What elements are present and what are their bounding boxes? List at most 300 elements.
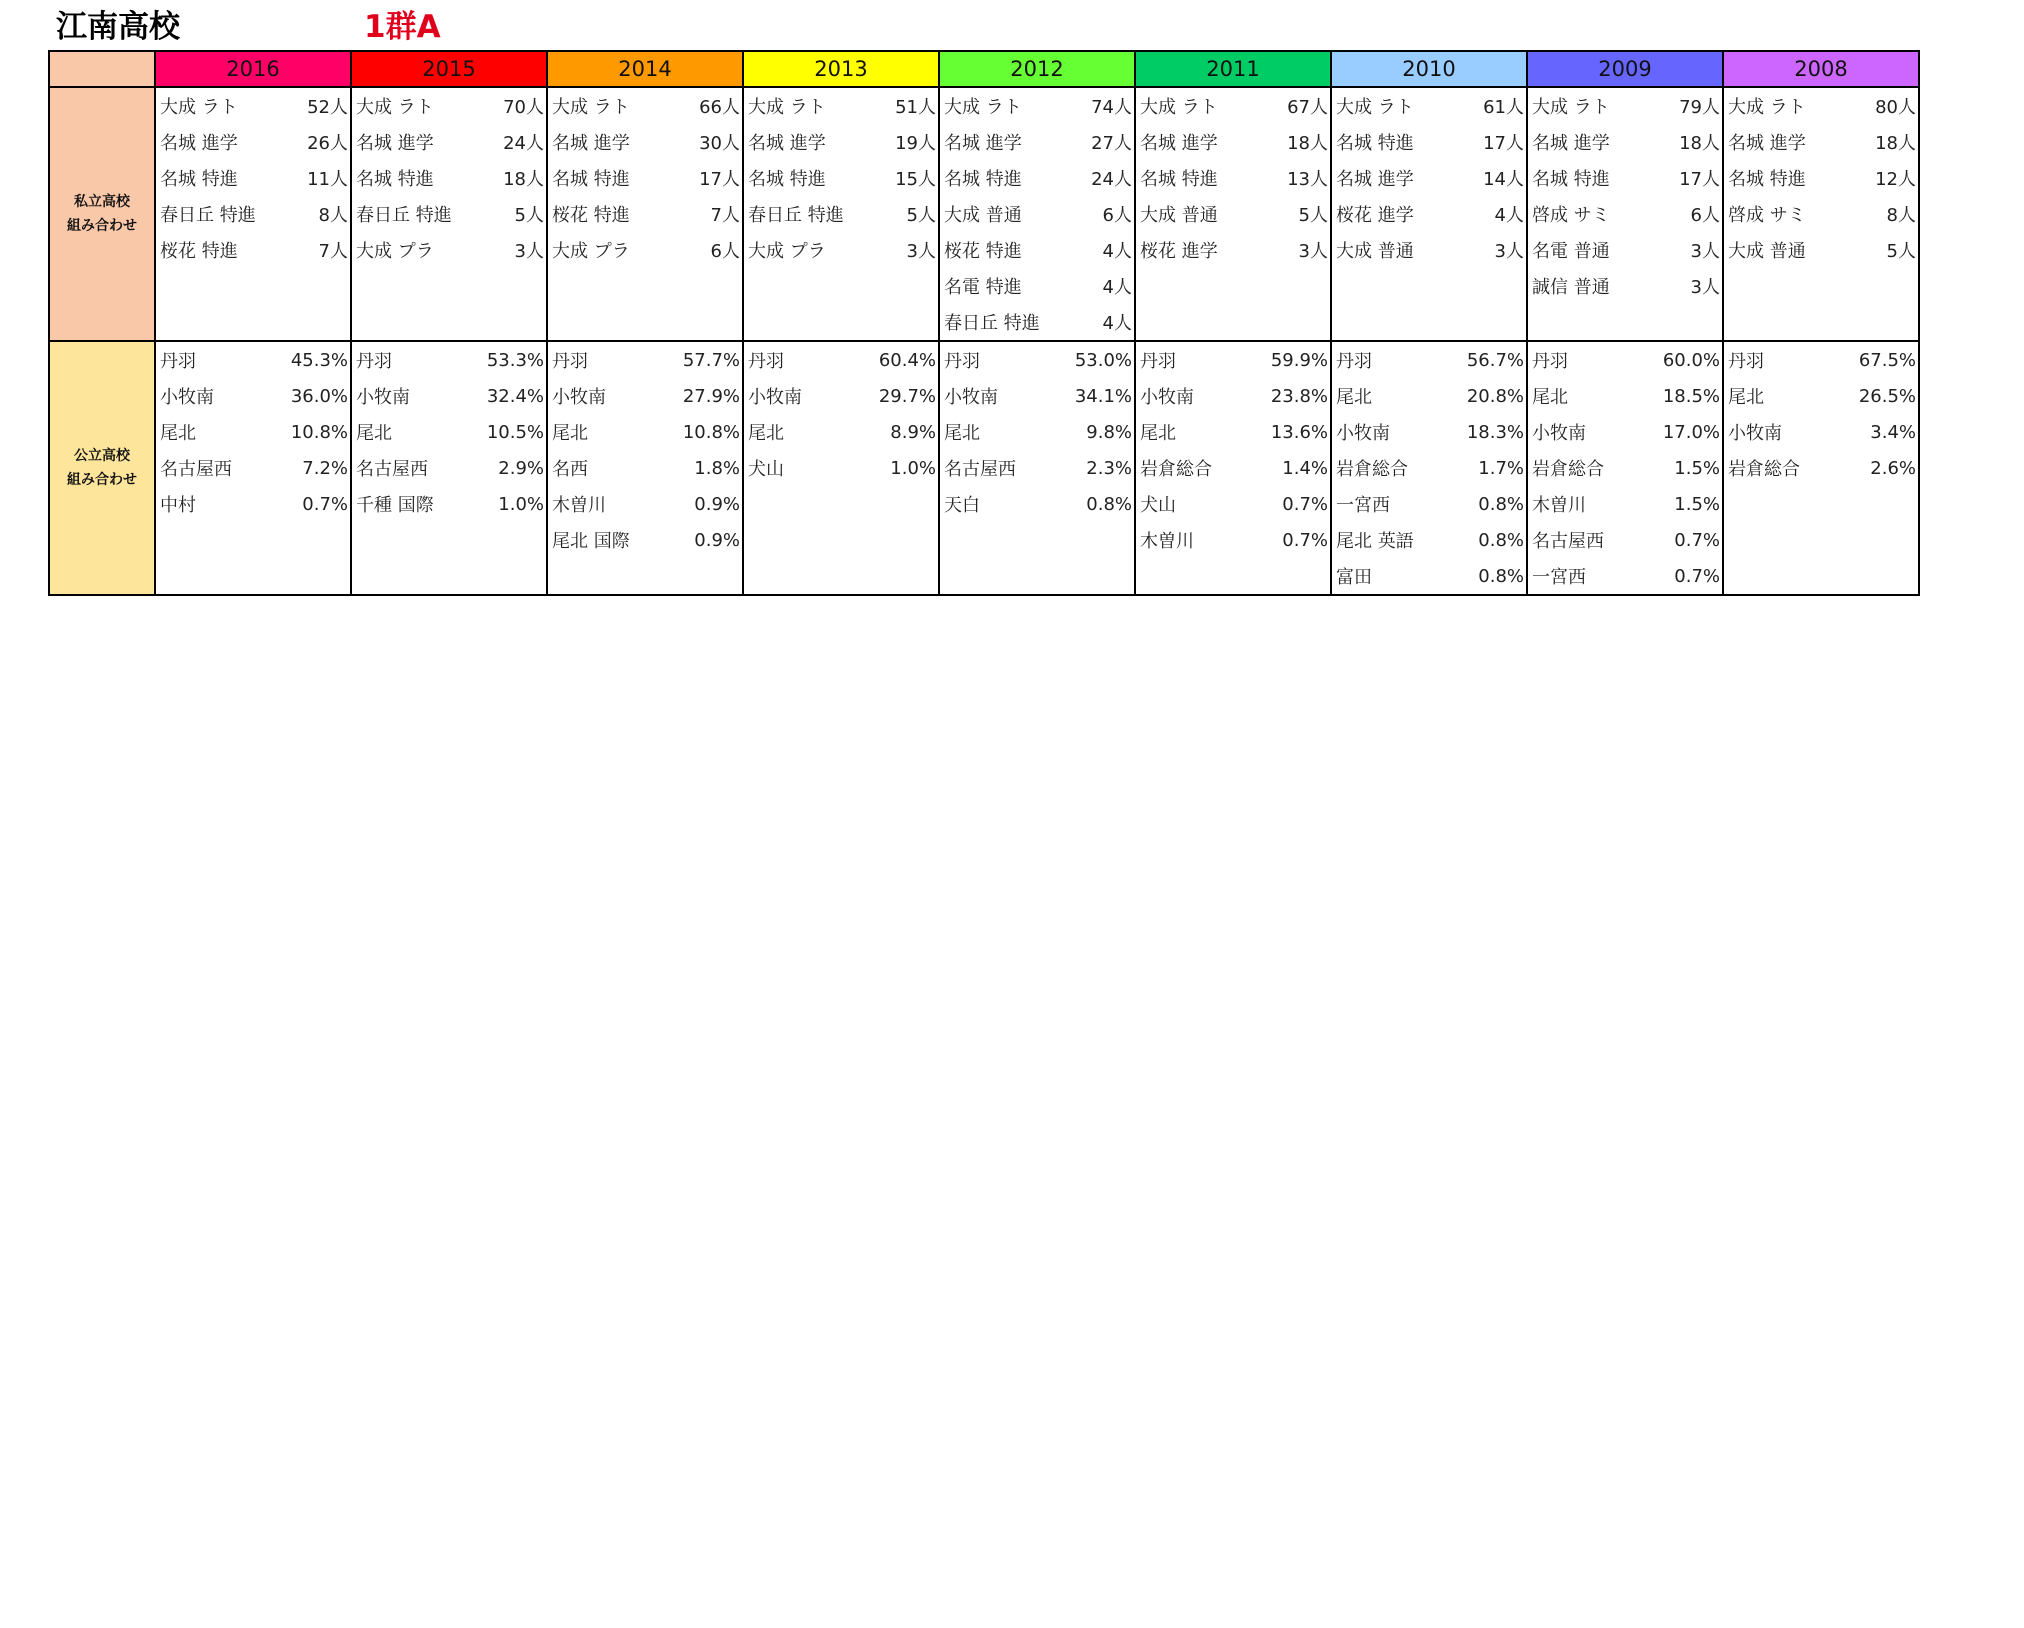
private-label-line2: 組み合わせ [67,218,137,234]
private-value: 5人 [1886,241,1916,262]
public-entry [1136,378,1330,414]
private-entry [744,160,938,196]
public-value: 9.8% [1086,421,1132,443]
year-header-2012: 2012 [939,51,1135,87]
public-school-name: 丹羽 [944,351,980,372]
public-entry [1332,450,1526,486]
public-school-name: 丹羽 [1336,351,1372,372]
private-school-name: 春日丘 特進 [160,205,256,226]
header-corner [49,51,155,87]
public-entry [1332,378,1526,414]
private-entry [352,232,546,268]
public-value: 20.8% [1466,385,1524,407]
private-school-name: 桜花 進学 [1336,205,1414,226]
private-school-name: 名城 進学 [1728,133,1806,154]
private-entry [940,160,1134,196]
private-school-name: 名城 進学 [944,133,1022,154]
private-school-name: 大成 プラ [552,241,630,262]
private-value: 11人 [307,169,348,190]
private-school-name: 名城 特進 [356,169,434,190]
public-entry [1528,558,1722,594]
private-value: 4人 [1102,313,1132,334]
public-value: 2.3% [1086,457,1132,479]
private-school-name: 大成 プラ [356,241,434,262]
public-school-name: 尾北 [552,423,588,444]
private-entry [744,196,938,232]
private-school-name: 名城 進学 [1140,133,1218,154]
private-school-name: 名城 特進 [1532,169,1610,190]
public-school-name: 名古屋西 [160,459,232,480]
private-entry [1724,232,1918,268]
public-school-name: 天白 [944,495,980,516]
public-value: 1.0% [498,493,544,515]
public-value: 13.6% [1270,421,1328,443]
public-entry [1528,378,1722,414]
private-cell-2008 [1723,87,1919,341]
private-entry [940,196,1134,232]
private-cell-2009 [1527,87,1723,341]
private-value: 5人 [906,205,936,226]
public-value: 45.3% [290,349,348,371]
private-value: 14人 [1483,169,1524,190]
public-entry [940,450,1134,486]
public-value: 57.7% [682,349,740,371]
private-school-name: 春日丘 特進 [356,205,452,226]
public-school-name: 丹羽 [1140,351,1176,372]
private-school-name: 名城 進学 [160,133,238,154]
public-row [49,341,1919,595]
public-entry [1528,450,1722,486]
public-school-name: 小牧南 [748,387,802,408]
public-entry [744,378,938,414]
private-school-name: 春日丘 特進 [944,313,1040,334]
private-school-name: 大成 ラト [1728,97,1806,118]
private-value: 67人 [1287,97,1328,118]
private-entry [352,124,546,160]
public-value: 18.5% [1662,385,1720,407]
year-header-2013: 2013 [743,51,939,87]
public-label-line2: 組み合わせ [67,472,137,488]
private-entry [940,124,1134,160]
public-value: 26.5% [1858,385,1916,407]
public-value: 53.3% [486,349,544,371]
public-school-name: 尾北 [1140,423,1176,444]
public-entry [352,414,546,450]
public-cell-2014 [547,341,743,595]
public-school-name: 丹羽 [1728,351,1764,372]
public-entry [156,378,350,414]
public-value: 7.2% [302,457,348,479]
private-entry [1528,232,1722,268]
private-entry [744,232,938,268]
private-value: 19人 [895,133,936,154]
private-row [49,87,1919,341]
private-entry [352,196,546,232]
private-school-name: 大成 ラト [1532,97,1610,118]
private-entry [940,304,1134,340]
public-cell-2016 [155,341,351,595]
public-entry [940,342,1134,378]
public-value: 27.9% [682,385,740,407]
private-value: 70人 [503,97,544,118]
year-header-2011: 2011 [1135,51,1331,87]
public-value: 1.8% [694,457,740,479]
public-school-name: 小牧南 [1532,423,1586,444]
school-name: 江南高校 [56,9,180,45]
private-school-name: 名城 特進 [1336,133,1414,154]
private-cell-2013 [743,87,939,341]
private-school-name: 啓成 サミ [1532,205,1610,226]
year-header-2015: 2015 [351,51,547,87]
private-school-name: 名城 特進 [748,169,826,190]
private-value: 6人 [1690,205,1720,226]
year-header-2010: 2010 [1331,51,1527,87]
public-value: 32.4% [486,385,544,407]
private-value: 12人 [1875,169,1916,190]
private-entry [1724,160,1918,196]
public-value: 0.7% [302,493,348,515]
public-entry [156,342,350,378]
public-school-name: 木曽川 [1532,495,1586,516]
public-value: 1.5% [1674,457,1720,479]
private-school-name: 名城 進学 [1336,169,1414,190]
public-entry [940,414,1134,450]
private-value: 6人 [710,241,740,262]
public-value: 0.7% [1674,529,1720,551]
year-header-row [49,51,1919,87]
public-school-name: 一宮西 [1532,567,1586,588]
public-value: 67.5% [1858,349,1916,371]
private-value: 17人 [699,169,740,190]
public-value: 2.6% [1870,457,1916,479]
year-header-2008: 2008 [1723,51,1919,87]
private-school-name: 桜花 特進 [944,241,1022,262]
public-entry [1724,450,1918,486]
public-cell-2010 [1331,341,1527,595]
year-header-2016: 2016 [155,51,351,87]
private-entry [940,268,1134,304]
private-school-name: 桜花 特進 [160,241,238,262]
group-label: 1群A [364,9,441,45]
public-school-name: 岩倉総合 [1728,459,1800,480]
private-entry [156,196,350,232]
private-entry [1528,124,1722,160]
public-entry [1332,342,1526,378]
public-entry [744,342,938,378]
public-school-name: 尾北 [1532,387,1568,408]
public-value: 0.7% [1674,565,1720,587]
year-header-2014: 2014 [547,51,743,87]
public-entry [1528,342,1722,378]
private-school-name: 名城 特進 [552,169,630,190]
public-value: 0.7% [1282,493,1328,515]
public-value: 1.0% [890,457,936,479]
private-cell-2016 [155,87,351,341]
private-value: 17人 [1483,133,1524,154]
public-cell-2008 [1723,341,1919,595]
public-entry [1332,522,1526,558]
private-entry [1332,232,1526,268]
public-value: 0.8% [1086,493,1132,515]
public-entry [744,414,938,450]
private-value: 30人 [699,133,740,154]
public-school-name: 尾北 英語 [1336,531,1414,552]
public-value: 23.8% [1270,385,1328,407]
private-entry [352,88,546,124]
public-entry [940,486,1134,522]
public-value: 1.7% [1478,457,1524,479]
private-value: 52人 [307,97,348,118]
public-school-name: 尾北 [748,423,784,444]
private-entry [156,232,350,268]
public-value: 0.9% [694,529,740,551]
private-value: 5人 [1298,205,1328,226]
private-entry [1332,124,1526,160]
private-value: 27人 [1091,133,1132,154]
public-cell-2013 [743,341,939,595]
private-school-name: 春日丘 特進 [748,205,844,226]
public-cell-2011 [1135,341,1331,595]
private-value: 3人 [514,241,544,262]
public-school-name: 小牧南 [1728,423,1782,444]
private-entry [1528,268,1722,304]
private-entry [1528,196,1722,232]
private-entry [744,88,938,124]
public-entry [156,450,350,486]
private-school-name: 大成 普通 [944,205,1022,226]
private-entry [156,88,350,124]
private-value: 24人 [503,133,544,154]
private-cell-2014 [547,87,743,341]
private-value: 79人 [1679,97,1720,118]
public-school-name: 木曽川 [1140,531,1194,552]
public-school-name: 木曽川 [552,495,606,516]
private-school-name: 大成 ラト [552,97,630,118]
public-entry [352,342,546,378]
public-entry [1136,486,1330,522]
private-cell-2010 [1331,87,1527,341]
private-entry [1724,88,1918,124]
public-value: 0.8% [1478,529,1524,551]
public-entry [1528,414,1722,450]
public-school-name: 丹羽 [160,351,196,372]
public-school-name: 名古屋西 [356,459,428,480]
private-value: 24人 [1091,169,1132,190]
public-entry [352,378,546,414]
private-school-name: 大成 ラト [1140,97,1218,118]
private-value: 61人 [1483,97,1524,118]
private-label-line1: 私立高校 [74,194,130,210]
public-entry [548,486,742,522]
public-value: 36.0% [290,385,348,407]
private-school-name: 名城 特進 [944,169,1022,190]
private-value: 3人 [906,241,936,262]
private-entry [1332,160,1526,196]
private-value: 18人 [1287,133,1328,154]
private-value: 8人 [1886,205,1916,226]
public-school-name: 岩倉総合 [1336,459,1408,480]
private-school-name: 大成 ラト [160,97,238,118]
private-school-name: 誠信 普通 [1532,277,1610,298]
public-school-name: 名古屋西 [944,459,1016,480]
private-value: 15人 [895,169,936,190]
public-school-name: 小牧南 [944,387,998,408]
public-school-name: 岩倉総合 [1532,459,1604,480]
private-entry [1528,160,1722,196]
private-value: 18人 [1679,133,1720,154]
public-school-name: 小牧南 [552,387,606,408]
private-entry [548,88,742,124]
private-cell-2011 [1135,87,1331,341]
public-school-name: 丹羽 [356,351,392,372]
private-cell-2015 [351,87,547,341]
private-school-name: 大成 普通 [1336,241,1414,262]
public-entry [1724,378,1918,414]
private-value: 51人 [895,97,936,118]
public-entry [1332,414,1526,450]
private-entry [548,160,742,196]
public-entry [352,450,546,486]
private-entry [1724,196,1918,232]
private-school-name: 啓成 サミ [1728,205,1806,226]
public-school-name: 小牧南 [1336,423,1390,444]
private-entry [1332,88,1526,124]
private-school-name: 名電 普通 [1532,241,1610,262]
private-value: 5人 [514,205,544,226]
private-school-name: 名電 特進 [944,277,1022,298]
private-value: 17人 [1679,169,1720,190]
private-entry [1136,232,1330,268]
private-entry [548,196,742,232]
public-cell-2015 [351,341,547,595]
public-school-name: 小牧南 [1140,387,1194,408]
public-school-name: 尾北 [1336,387,1372,408]
private-school-name: 名城 進学 [748,133,826,154]
public-school-name: 丹羽 [1532,351,1568,372]
public-school-name: 犬山 [1140,495,1176,516]
public-value: 1.4% [1282,457,1328,479]
private-value: 6人 [1102,205,1132,226]
public-school-name: 中村 [160,495,196,516]
private-school-name: 名城 特進 [160,169,238,190]
public-entry [548,522,742,558]
private-entry [1136,196,1330,232]
private-entry [940,232,1134,268]
private-value: 3人 [1690,277,1720,298]
title-row [56,6,1956,48]
private-value: 18人 [1875,133,1916,154]
public-school-name: 富田 [1336,567,1372,588]
public-school-name: 岩倉総合 [1140,459,1212,480]
private-entry [1724,124,1918,160]
private-value: 74人 [1091,97,1132,118]
public-value: 8.9% [890,421,936,443]
public-label-line1: 公立高校 [74,448,130,464]
private-value: 80人 [1875,97,1916,118]
private-value: 3人 [1690,241,1720,262]
public-school-name: 名古屋西 [1532,531,1604,552]
public-school-name: 一宮西 [1336,495,1390,516]
public-entry [156,414,350,450]
public-value: 56.7% [1466,349,1524,371]
private-value: 4人 [1494,205,1524,226]
public-cell-2009 [1527,341,1723,595]
private-value: 13人 [1287,169,1328,190]
private-entry [352,160,546,196]
private-school-name: 名城 特進 [1140,169,1218,190]
public-entry [548,342,742,378]
public-value: 1.5% [1674,493,1720,515]
private-entry [744,124,938,160]
public-entry [1332,558,1526,594]
public-value: 29.7% [878,385,936,407]
public-entry [1332,486,1526,522]
private-school-name: 桜花 特進 [552,205,630,226]
private-value: 8人 [318,205,348,226]
private-school-name: 名城 進学 [356,133,434,154]
public-value: 17.0% [1662,421,1720,443]
public-value: 2.9% [498,457,544,479]
admission-table [48,50,1920,596]
private-value: 26人 [307,133,348,154]
public-entry [1136,450,1330,486]
private-value: 7人 [318,241,348,262]
private-value: 3人 [1298,241,1328,262]
public-value: 18.3% [1466,421,1524,443]
public-school-name: 犬山 [748,459,784,480]
private-entry [1332,196,1526,232]
public-entry [156,486,350,522]
public-entry [548,450,742,486]
public-entry [548,378,742,414]
public-school-name: 尾北 [356,423,392,444]
private-school-name: 大成 ラト [356,97,434,118]
public-value: 0.9% [694,493,740,515]
public-value: 34.1% [1074,385,1132,407]
private-school-name: 名城 特進 [1728,169,1806,190]
public-entry [940,378,1134,414]
public-value: 0.8% [1478,565,1524,587]
public-school-name: 小牧南 [160,387,214,408]
public-value: 10.8% [682,421,740,443]
public-row-label [49,341,155,595]
private-value: 3人 [1494,241,1524,262]
private-school-name: 名城 進学 [1532,133,1610,154]
private-entry [156,124,350,160]
private-value: 4人 [1102,241,1132,262]
private-school-name: 大成 ラト [944,97,1022,118]
public-value: 60.4% [878,349,936,371]
private-entry [1136,124,1330,160]
public-value: 10.5% [486,421,544,443]
private-entry [1136,88,1330,124]
year-header-2009: 2009 [1527,51,1723,87]
private-value: 66人 [699,97,740,118]
private-school-name: 大成 ラト [748,97,826,118]
public-value: 60.0% [1662,349,1720,371]
public-school-name: 尾北 [1728,387,1764,408]
private-school-name: 大成 普通 [1728,241,1806,262]
public-school-name: 千種 国際 [356,495,434,516]
public-entry [1528,522,1722,558]
public-entry [1136,522,1330,558]
public-school-name: 小牧南 [356,387,410,408]
public-entry [1136,414,1330,450]
private-value: 4人 [1102,277,1132,298]
public-school-name: 丹羽 [552,351,588,372]
private-school-name: 名城 進学 [552,133,630,154]
private-entry [1136,160,1330,196]
